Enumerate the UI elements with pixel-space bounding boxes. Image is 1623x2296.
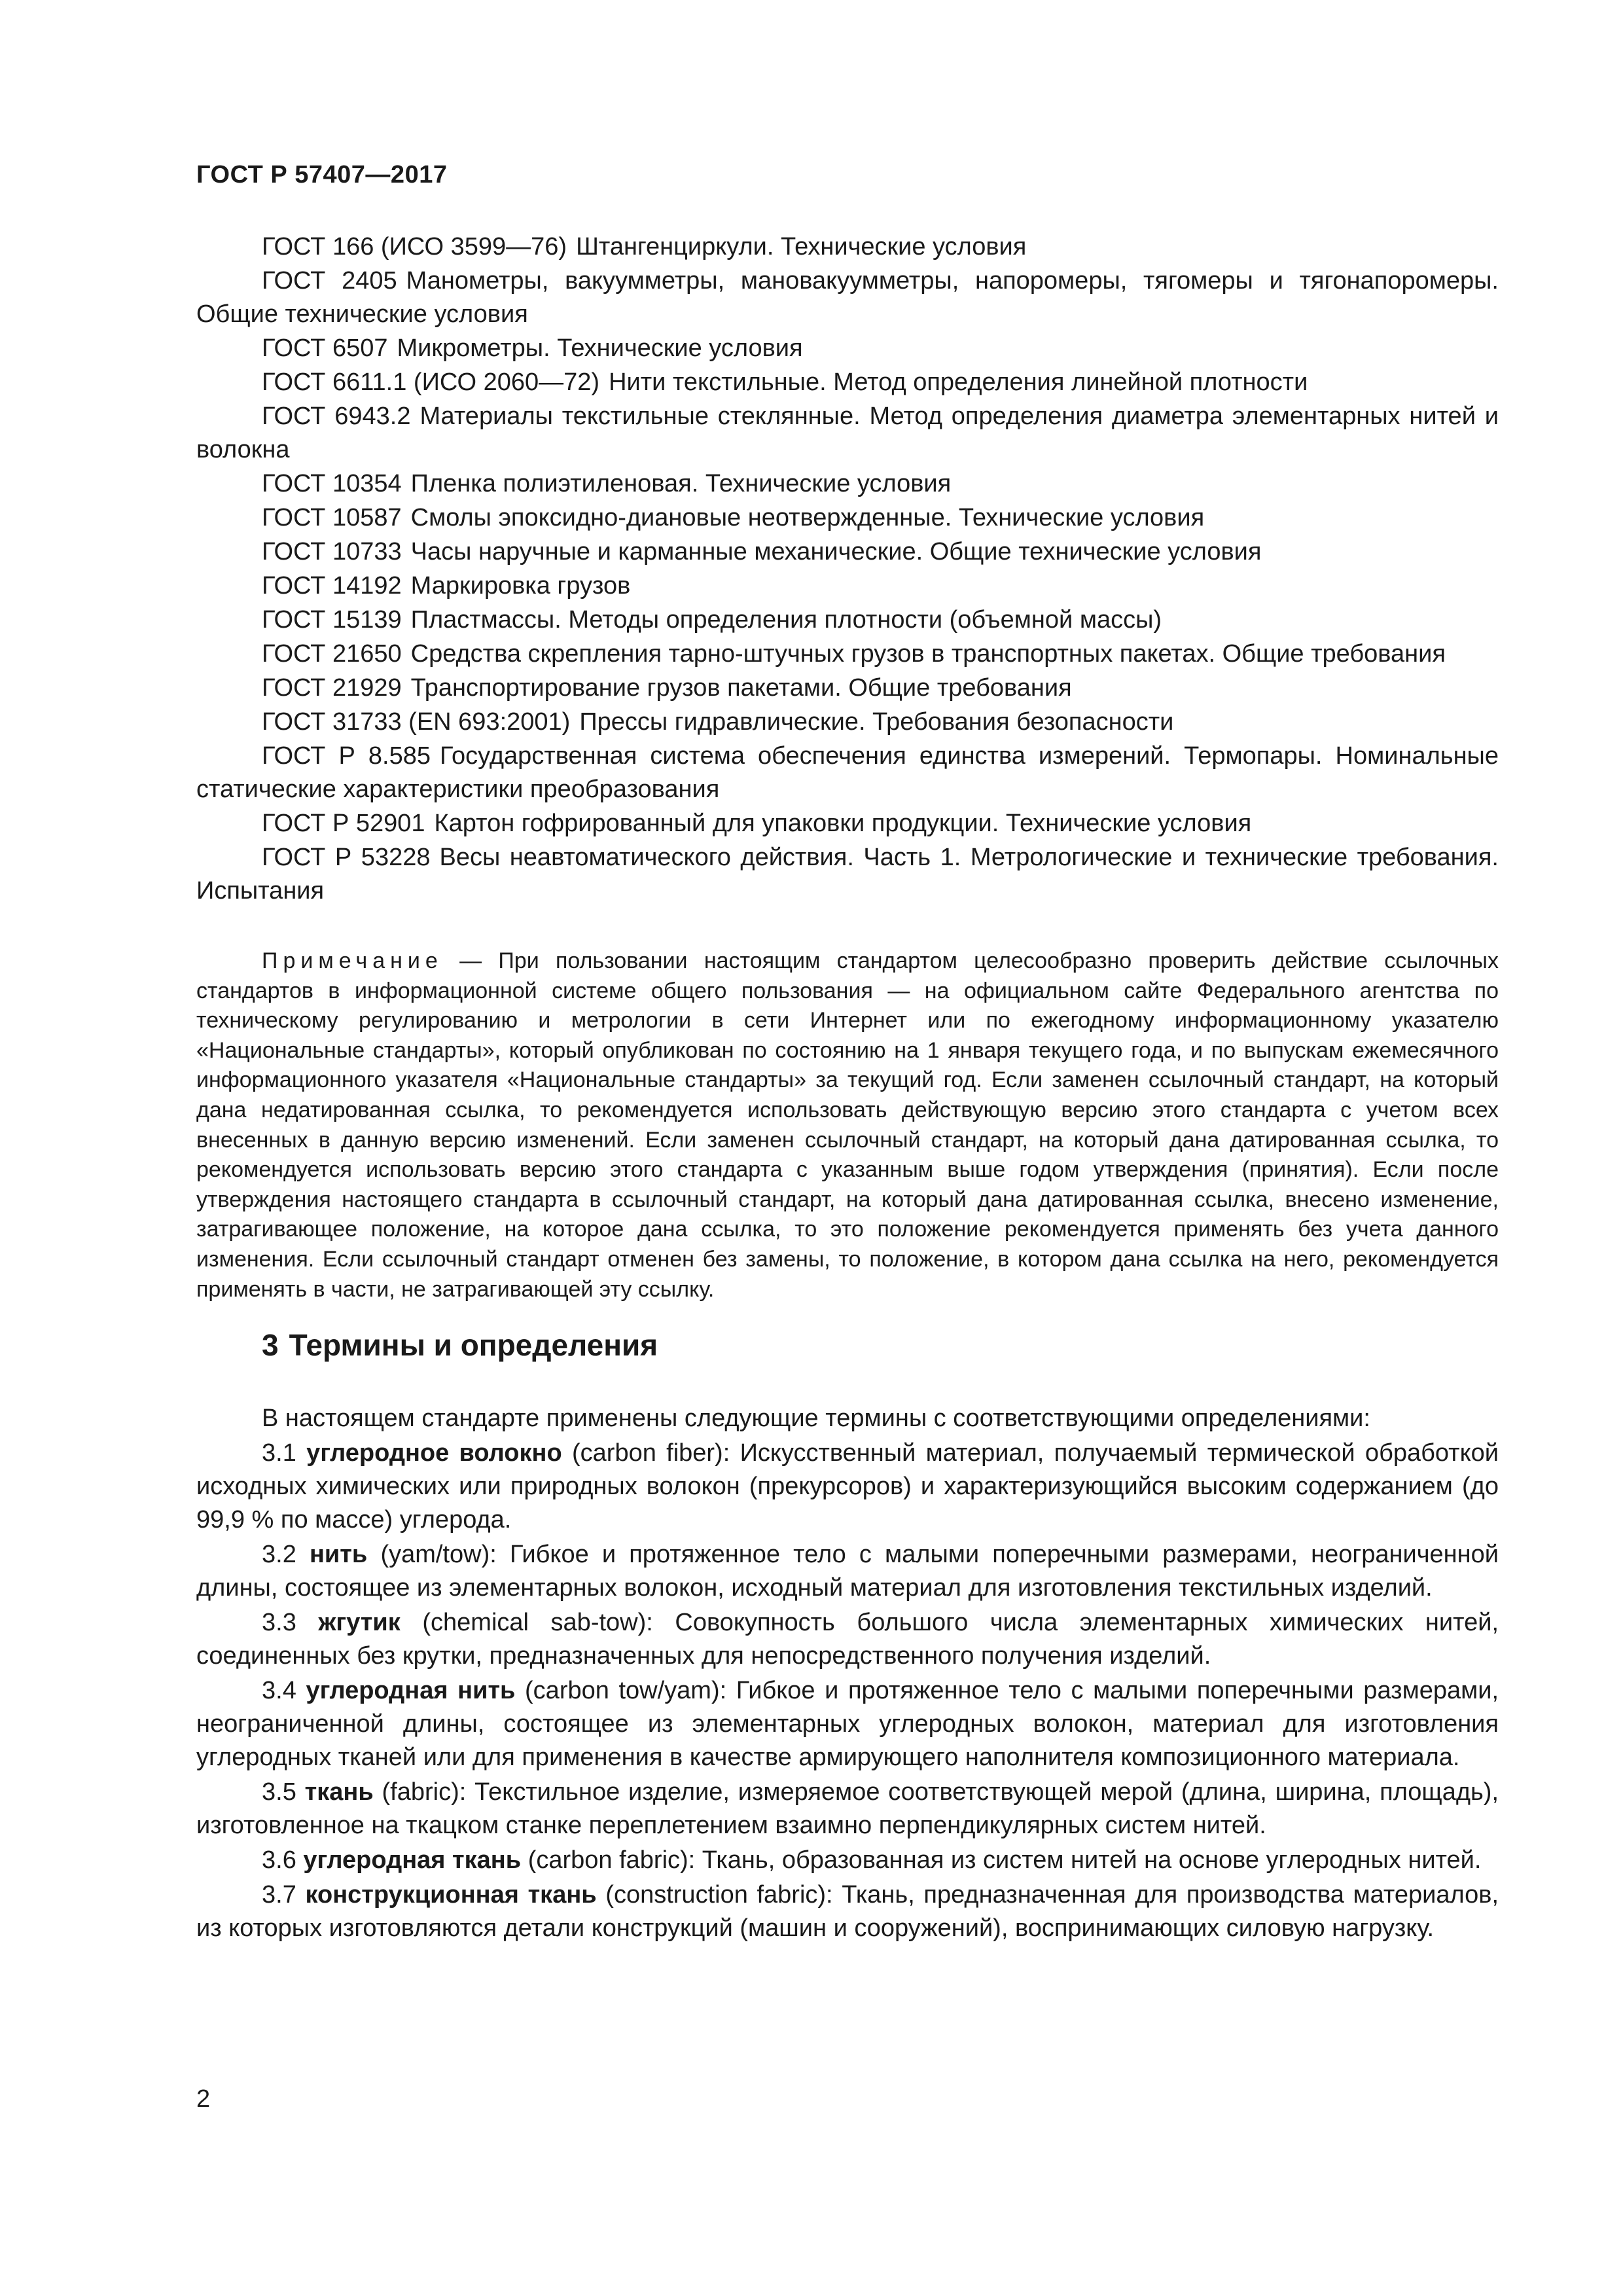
term-number: 3.7 [262,1881,296,1909]
reference-title: Нити текстильные. Метод определения линейной плотности [609,368,1308,396]
note-text: — При пользовании настоящим стандартом целесообразно проверить действие ссылочных стандартов в информационной системе общего пользования — на официальном сайте Федерального агентства по техническому регулированию и метрологии в сети Интернет или по ежегодному информационному указателю «Национальные стандарты», который опубликован по состоянию на 1 января текущего года, и по выпускам ежемесячного информационного указателя «Национальные стандарты» за текущий год. Если заменен ссылочный стандарт, на который дана недатированная ссылка, то рекомендуется использовать действующую версию этого стандарта с учетом всех внесенных в данную версию изменений. Если заменен ссылочный стандарт, на который дана датированная ссылка, то рекомендуется использовать версию этого стандарта с указанным выше годом утверждения (принятия). Если после утверждения настоящего стандарта в ссылочный стандарт, на который дана датированная ссылка, внесено изменение, затрагивающее положение, на которое дана ссылка, то это положение рекомендуется применять без учета данного изменения. Если ссылочный стандарт отменен без замены, то положение, в котором дана ссылка на него, рекомендуется применять в части, не затрагивающей эту ссылку. [196,948,1499,1302]
term-name: ткань [304,1778,374,1806]
reference-code: ГОСТ 6611.1 (ИСО 2060—72) [262,368,600,396]
reference-title: Материалы текстильные стеклянные. Метод определения диаметра элементарных нитей и волокна [196,403,1499,463]
term-definition: Текстильное изделие, измеряемое соответствующей мерой (длина, ширина, площадь), изготовленное на ткацком станке переплетением взаимно перпендикулярных систем нитей. [196,1778,1499,1839]
document-header: ГОСТ Р 57407—2017 [196,161,448,188]
term-entry [196,1878,1499,1945]
reference-code: ГОСТ 2405 [262,267,397,295]
reference-title: Весы неавтоматического действия. Часть 1. Метрологические и технические требования. Испытания [196,844,1499,905]
reference-title: Транспортирование грузов пакетами. Общие требования [410,674,1072,702]
reference-title: Часы наручные и карманные механические. Общие технические условия [410,538,1262,565]
term-entry [196,1844,1499,1877]
reference-title: Средства скрепления тарно-штучных грузов в транспортных пакетах. Общие требования [410,640,1446,668]
reference-code: ГОСТ 6943.2 [262,403,411,430]
reference-code: ГОСТ 14192 [262,572,402,600]
reference-title: Смолы эпоксидно-диановые неотвержденные. Технические условия [410,504,1205,531]
reference-code: ГОСТ 166 (ИСО 3599—76) [262,233,567,260]
reference-title: Штангенциркули. Технические условия [576,233,1027,260]
reference-item [196,264,1499,331]
reference-code: ГОСТ 10733 [262,538,402,565]
term-english: (fabric): [382,1778,467,1806]
terms-intro: В настоящем стандарте применены следующие термины с соответствующими определениями: [262,1405,1370,1432]
reference-item [196,706,1499,739]
term-entry [196,1538,1499,1605]
term-definition: Гибкое и протяженное тело с малыми поперечными размерами, неограниченной длины, состоящее из элементарных углеродных волокон, материал для изготовления углеродных тканей или для применения в качестве армирующего наполнителя композиционного материала. [196,1677,1499,1771]
reference-item [196,672,1499,705]
reference-code: ГОСТ Р 53228 [262,844,431,871]
term-english: (carbon fiber): [572,1439,730,1467]
reference-item [196,740,1499,806]
term-entry [196,1776,1499,1842]
terms-list [196,1402,1499,1946]
section-number: 3 [262,1328,279,1362]
term-number: 3.6 [262,1846,296,1874]
term-name: углеродная ткань [303,1846,522,1874]
reference-item [196,366,1499,399]
reference-code: ГОСТ Р 52901 [262,810,425,837]
reference-code: ГОСТ 15139 [262,606,402,634]
term-definition: Совокупность большого числа элементарных химических нитей, соединенных без крутки, предназначенных для непосредственного получения изделий. [196,1609,1499,1670]
term-number: 3.5 [262,1778,296,1806]
reference-item [196,535,1499,569]
reference-title: Государственная система обеспечения единства измерений. Термопары. Номинальные статические характеристики преобразования [196,742,1499,803]
term-definition: Ткань, образованная из систем нитей на основе углеродных нитей. [702,1846,1482,1874]
term-english: (chemical sab-tow): [422,1609,653,1636]
reference-code: ГОСТ 6507 [262,334,388,362]
term-name: конструкционная ткань [305,1881,597,1909]
reference-item [196,467,1499,501]
reference-item [196,841,1499,908]
term-definition: Искусственный материал, получаемый термической обработкой исходных химических или природных волокон (прекурсоров) и характеризующийся высоким содержанием (до 99,9 % по массе) углерода. [196,1439,1499,1534]
reference-item [196,807,1499,840]
reference-item [196,637,1499,671]
section-heading [262,1327,658,1363]
section-title: Термины и определения [289,1328,658,1362]
reference-item [196,603,1499,637]
reference-item [196,400,1499,467]
term-number: 3.3 [262,1609,296,1636]
reference-code: ГОСТ 31733 (EN 693:2001) [262,708,571,736]
term-english: (carbon fabric): [527,1846,696,1874]
reference-code: ГОСТ 10587 [262,504,402,531]
term-name: жгутик [318,1609,401,1636]
reference-title: Манометры, вакуумметры, мановакуумметры, напоромеры, тягомеры и тягонапоромеры. Общие технические условия [196,267,1499,328]
term-name: углеродная нить [306,1677,516,1704]
term-definition: Ткань, предназначенная для производства материалов, из которых изготовляются детали конструкций (машин и сооружений), воспринимающих силовую нагрузку. [196,1881,1499,1942]
term-entry [196,1606,1499,1673]
term-english: (yam/tow): [380,1541,497,1568]
reference-title: Пленка полиэтиленовая. Технические условия [410,470,952,497]
term-entry [196,1437,1499,1537]
reference-code: ГОСТ Р 8.585 [262,742,431,770]
term-definition: Гибкое и протяженное тело с малыми поперечными размерами, неограниченной длины, состоящее из элементарных волокон, исходный материал для изготовления текстильных изделий. [196,1541,1499,1602]
reference-item [196,230,1499,264]
term-english: (carbon tow/yam): [525,1677,727,1704]
note-label: Примечание [262,948,443,973]
term-number: 3.4 [262,1677,296,1704]
reference-item [196,501,1499,535]
term-entry [196,1674,1499,1774]
term-english: (construction fabric): [605,1881,833,1909]
term-name: нить [309,1541,368,1568]
reference-code: ГОСТ 21929 [262,674,402,702]
page-number: 2 [196,2085,211,2113]
term-number: 3.1 [262,1439,296,1467]
reference-title: Пластмассы. Методы определения плотности (объемной массы) [410,606,1162,634]
reference-note [196,946,1499,1304]
term-number: 3.2 [262,1541,296,1568]
reference-item [196,332,1499,365]
normative-references [196,230,1499,908]
reference-code: ГОСТ 10354 [262,470,402,497]
reference-code: ГОСТ 21650 [262,640,402,668]
reference-title: Маркировка грузов [410,572,631,600]
reference-title: Картон гофрированный для упаковки продукции. Технические условия [434,810,1252,837]
reference-item [196,569,1499,603]
term-name: углеродное волокно [306,1439,562,1467]
reference-title: Микрометры. Технические условия [397,334,803,362]
reference-title: Прессы гидравлические. Требования безопасности [579,708,1174,736]
